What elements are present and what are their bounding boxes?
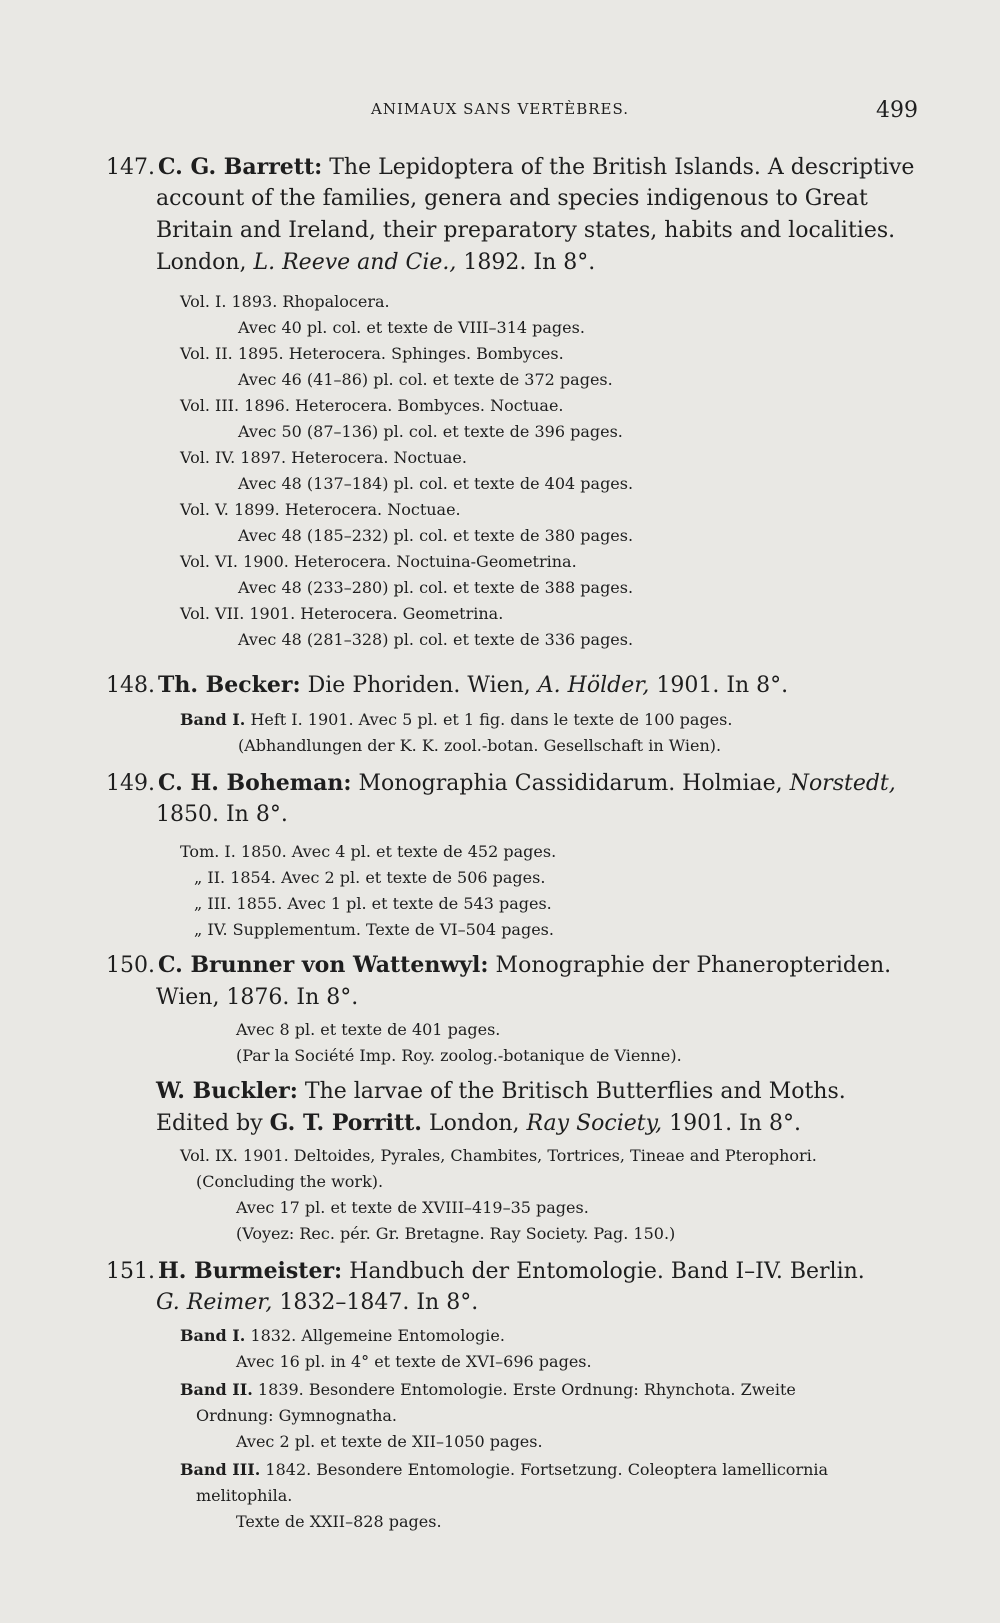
band-line (180, 1460, 828, 1479)
date-format: 1901. In 8°. (669, 1111, 801, 1136)
buckler-line2 (156, 1110, 801, 1136)
band-line (180, 1326, 505, 1345)
date-format: 1832–1847. In 8°. (279, 1290, 479, 1315)
running-header: ANIMAUX SANS VERTÈBRES. (371, 100, 629, 118)
entry-149-line2: 1850. In 8°. (156, 802, 288, 827)
band-label: Band III. (180, 1460, 261, 1479)
publisher: L. Reeve and Cie., (253, 250, 457, 275)
entry-148-line1 (106, 672, 788, 698)
title-text: Monographie der Phaneropteriden. (495, 953, 892, 978)
place: London, (428, 1111, 520, 1136)
vol-line: Vol. VII. 1901. Heterocera. Geometrina. (180, 604, 504, 623)
note: (Par la Société Imp. Roy. zoolog.-botanique de Vienne). (236, 1046, 682, 1065)
vol-detail: Avec 50 (87–136) pl. col. et texte de 396 pages. (238, 422, 623, 441)
publisher: Ray Society, (526, 1111, 663, 1136)
entry-number: 149. (106, 771, 155, 796)
vol-detail: Avec 48 (233–280) pl. col. et texte de 388 pages. (238, 578, 634, 597)
entry-150-line2: Wien, 1876. In 8°. (156, 985, 359, 1010)
avec-line: Avec 8 pl. et texte de 401 pages. (236, 1020, 501, 1039)
band-line (180, 1380, 796, 1399)
band-label: Band I. (180, 1326, 246, 1345)
title-text: Die Phoriden. Wien, (307, 673, 531, 698)
vol-detail: Avec 40 pl. col. et texte de VIII–314 pages. (238, 318, 585, 337)
entry-149-line1 (106, 770, 896, 796)
edited-by: Edited by (156, 1111, 263, 1136)
title-text: The Lepidoptera of the British Islands. A descriptive (329, 155, 915, 180)
page-number: 499 (876, 98, 918, 123)
note: (Abhandlungen der K. K. zool.-botan. Gesellschaft in Wien). (238, 736, 722, 755)
vol-line: Vol. II. 1895. Heterocera. Sphinges. Bombyces. (180, 344, 564, 363)
editor: G. T. Porritt. (269, 1110, 422, 1136)
vol-line: Vol. IV. 1897. Heterocera. Noctuae. (180, 448, 467, 467)
title-text: Handbuch der Entomologie. Band I–IV. Berlin. (349, 1259, 865, 1284)
avec-line: Texte de XXII–828 pages. (236, 1512, 442, 1531)
place: London, (156, 250, 247, 275)
vol-detail: Avec 48 (281–328) pl. col. et texte de 336 pages. (238, 630, 634, 649)
tom-line: „ III. 1855. Avec 1 pl. et texte de 543 pages. (194, 894, 552, 913)
band-text-cont: Ordnung: Gymnognatha. (196, 1406, 398, 1425)
publisher: A. Hölder, (537, 673, 650, 698)
vol-detail: Avec 48 (137–184) pl. col. et texte de 404 pages. (238, 474, 634, 493)
entry-151-line2 (156, 1290, 478, 1315)
avec-line: Avec 16 pl. in 4° et texte de XVI–696 pages. (236, 1352, 592, 1371)
author: W. Buckler: (156, 1078, 298, 1104)
band-text: 1832. Allgemeine Entomologie. (250, 1326, 505, 1345)
tom-line: „ IV. Supplementum. Texte de VI–504 pages. (194, 920, 554, 939)
tom-line: Tom. I. 1850. Avec 4 pl. et texte de 452 pages. (180, 842, 557, 861)
date-format: 1901. In 8°. (656, 673, 789, 698)
title-text: The larvae of the Britisch Butterflies and Moths. (304, 1079, 846, 1104)
vol-line: Vol. VI. 1900. Heterocera. Noctuina-Geometrina. (180, 552, 577, 571)
vol-detail: Avec 48 (185–232) pl. col. et texte de 380 pages. (238, 526, 634, 545)
date-format: 1892. In 8°. (463, 250, 596, 275)
band-label: Band II. (180, 1380, 253, 1399)
publisher: G. Reimer, (156, 1290, 273, 1315)
avec-line: Avec 2 pl. et texte de XII–1050 pages. (236, 1432, 543, 1451)
vol-line: Vol. IX. 1901. Deltoides, Pyrales, Chambites, Tortrices, Tineae and Pterophori. (180, 1146, 817, 1165)
band-text: 1842. Besondere Entomologie. Fortsetzung. Coleoptera lamellicornia (265, 1460, 829, 1479)
note: (Concluding the work). (196, 1172, 384, 1191)
entry-147-line4 (156, 250, 595, 275)
entry-number: 148. (106, 673, 155, 698)
publisher: Norstedt, (789, 771, 896, 796)
entry-147-line1 (106, 154, 914, 180)
author: C. G. Barrett: (158, 154, 323, 180)
entry-151-line1 (106, 1258, 865, 1284)
avec-line: Avec 17 pl. et texte de XVIII–419–35 pages. (236, 1198, 589, 1217)
tom-line: „ II. 1854. Avec 2 pl. et texte de 506 pages. (194, 868, 546, 887)
band-label: Band I. (180, 710, 246, 729)
entry-147-line2: account of the families, genera and species indigenous to Great (156, 186, 868, 211)
author: C. H. Boheman: (158, 770, 352, 796)
note: (Voyez: Rec. pér. Gr. Bretagne. Ray Society. Pag. 150.) (236, 1224, 676, 1243)
band-text-cont: melitophila. (196, 1486, 293, 1505)
vol-line: Vol. I. 1893. Rhopalocera. (180, 292, 390, 311)
author: C. Brunner von Wattenwyl: (158, 952, 489, 978)
vol-detail: Avec 46 (41–86) pl. col. et texte de 372 pages. (238, 370, 613, 389)
band-text: Heft I. 1901. Avec 5 pl. et 1 fig. dans le texte de 100 pages. (250, 710, 733, 729)
entry-150-line1 (106, 952, 891, 978)
vol-line: Vol. V. 1899. Heterocera. Noctuae. (180, 500, 461, 519)
author: Th. Becker: (158, 672, 301, 698)
vol-line: Vol. III. 1896. Heterocera. Bombyces. Noctuae. (180, 396, 564, 415)
band-line (180, 710, 732, 729)
buckler-line1 (156, 1078, 846, 1104)
entry-number: 151. (106, 1259, 155, 1284)
author: H. Burmeister: (158, 1258, 343, 1284)
title-text: Monographia Cassididarum. Holmiae, (358, 771, 783, 796)
entry-number: 147. (106, 155, 155, 180)
band-text: 1839. Besondere Entomologie. Erste Ordnung: Rhynchota. Zweite (257, 1380, 796, 1399)
entry-147-line3: Britain and Ireland, their preparatory states, habits and localities. (156, 218, 896, 243)
entry-number: 150. (106, 953, 155, 978)
